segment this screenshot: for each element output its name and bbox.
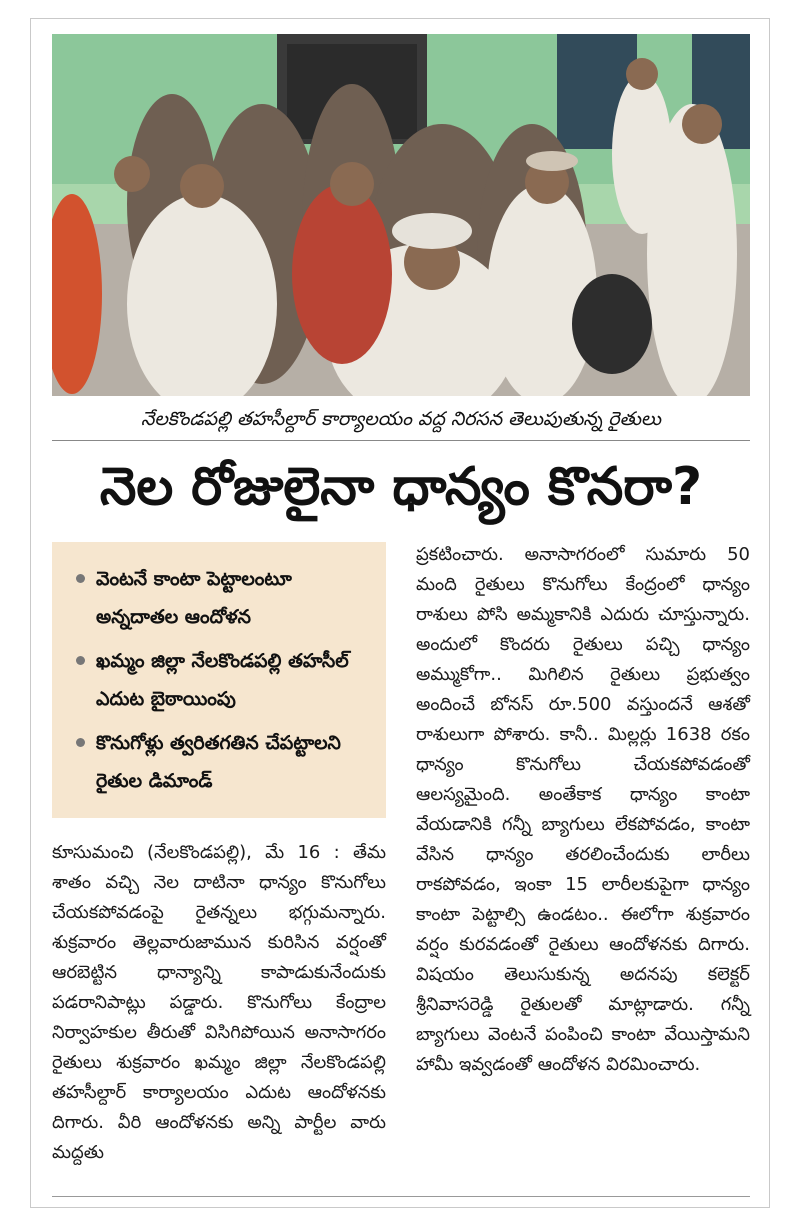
body-paragraph-right: ప్రకటించారు. అనాసాగరంలో సుమారు 50 మంది రైతులు కొనుగోలు కేంద్రంలో ధాన్యం రాశులు పోసి అమ్మకానికి ఎదురు చూస్తున్నారు. అందులో కొందరు రైతులు పచ్చి ధాన్యం అమ్ముకోగా.. మిగిలిన రైతులు ప్రభుత్వం అందించే బోనస్ రూ.500 వస్తుందనే ఆశతో రాశులుగా పోశారు. కానీ.. మిల్లర్లు 1638 రకం ధాన్యం కొనుగోలు చేయకపోవడంతో ఆలస్యమైంది. అంతేకాక ధాన్యం కాంటా వేయడానికి గన్నీ బ్యాగులు లేకపోవడం, కాంటా వేసిన ధాన్యం తరలించేందుకు లారీలు రాకపోవడం, ఇంకా 15 లారీలకుపైగా ధాన్యం కాంటా పెట్టాల్సి ఉండటం.. ఈలోగా శుక్రవారం వర్షం కురవడంతో రైతులు ఆందోళనకు దిగారు. విషయం తెలుసుకున్న అదనపు కలెక్టర్ శ్రీనివాసరెడ్డి రైతులతో మాట్లాడారు. గన్నీ బ్యాగులు వెంటనే పంపించి కాంటా వేయిస్తామని హామీ ఇవ్వడంతో ఆందోళన విరమించారు. bbox=[416, 544, 750, 1075]
highlight-item: ఖమ్మం జిల్లా నేలకొండపల్లి తహసీల్ ఎదుట బైఠాయింపు bbox=[70, 642, 372, 718]
highlight-item: వెంటనే కాంటా పెట్టాలంటూ అన్నదాతల ఆందోళన bbox=[70, 560, 372, 636]
article-body-left bbox=[52, 838, 386, 1168]
body-paragraph-left: కూసుమంచి (నేలకొండపల్లి), మే 16 : తేమ శాతం వచ్చి నెల దాటినా ధాన్యం కొనుగోలు చేయకపోవడంపై రైతన్నలు భగ్గుమన్నారు. శుక్రవారం తెల్లవారుజామున కురిసిన వర్షంతో ఆరబెట్టిన ధాన్యాన్ని కాపాడుకునేందుకు పడరానిపాట్లు పడ్డారు. కొనుగోలు కేంద్రాల నిర్వాహకుల తీరుతో విసిగిపోయిన అనాసాగరం రైతులు శుక్రవారం ఖమ్మం జిల్లా నేలకొండపల్లి తహసీల్దార్ కార్యాలయం ఎదుట ఆందోళనకు దిగారు. వీరి ఆందోళనకు అన్ని పార్టీల వారు మద్దతు bbox=[52, 842, 386, 1163]
bullet-icon bbox=[76, 574, 85, 583]
photo-illustration bbox=[52, 34, 750, 396]
bullet-icon bbox=[76, 656, 85, 665]
highlight-item: కొనుగోళ్లు త్వరితగతిన చేపట్టాలని రైతుల డిమాండ్ bbox=[70, 724, 372, 800]
headline: నెల రోజులైనా ధాన్యం కొనరా? bbox=[99, 457, 703, 517]
article-body-right bbox=[416, 540, 750, 1080]
bottom-divider bbox=[52, 1196, 750, 1197]
photo-caption: నేలకొండపల్లి తహసీల్దార్ కార్యాలయం వద్ద నిరసన తెలుపుతున్న రైతులు bbox=[141, 408, 661, 430]
highlights-box bbox=[52, 542, 386, 818]
bullet-icon bbox=[76, 738, 85, 747]
caption-divider bbox=[52, 440, 750, 441]
news-photo bbox=[52, 34, 750, 396]
highlights-list bbox=[70, 560, 372, 800]
